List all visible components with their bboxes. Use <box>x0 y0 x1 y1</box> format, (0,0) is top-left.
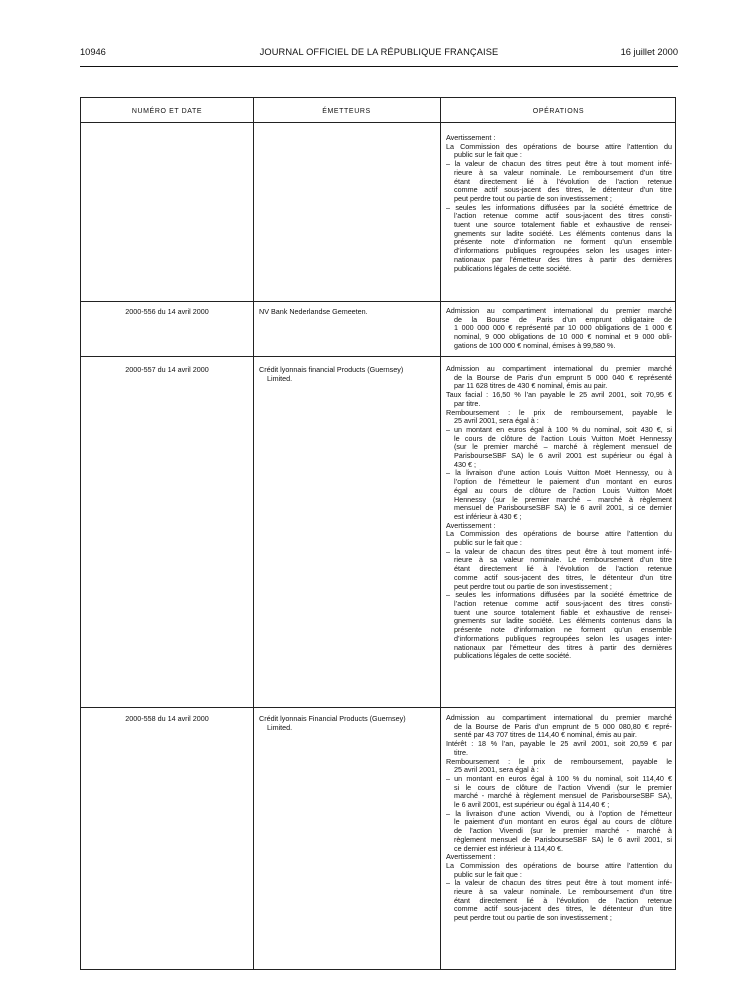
header-rule <box>80 66 678 67</box>
operation-text-line: rieure à sa valeur nominale. Le remboursement d’un titre <box>454 556 672 565</box>
operation-text-line: marché - marché à règlement mensuel de ParisbourseSBF SA), <box>454 792 672 801</box>
operation-text-line: si le cours de clôture de l’action Vivendi (sur le premier <box>454 783 672 792</box>
operation-text-line: senté par 43 707 titres de 114,40 € nominal, émis au pair. <box>454 731 637 740</box>
journal-title: JOURNAL OFFICIEL DE LA RÉPUBLIQUE FRANÇAISE <box>259 47 499 57</box>
operation-text-line: ce dernier est inférieur à 114,40 €. <box>454 844 563 853</box>
operation-text-line: Intérêt : 18 % l’an, payable le 25 avril 2001, soit 20,59 € par <box>446 740 672 749</box>
numero-date-cell: 2000-556 du 14 avril 2000 <box>125 307 209 316</box>
operation-text-line: ParisbourseSBF SA) le 6 avril 2001 est supérieur ou égal à <box>454 452 672 461</box>
operations-cell <box>446 307 672 351</box>
operation-text-line: Admission au compartiment international du premier marché <box>446 714 672 722</box>
operation-text-line: est inférieur à 430 € ; <box>454 512 522 521</box>
operation-text-line: – la valeur de chacun des titres peut être à tout moment infé- <box>446 160 672 169</box>
row-divider <box>81 707 675 708</box>
operation-text-line: – la livraison d’une action Louis Vuitton Moët Hennessy, ou à <box>446 469 672 478</box>
operation-text-line: Remboursement : le prix de remboursement, payable le <box>446 408 672 417</box>
page-header <box>80 47 678 61</box>
operation-text-line: de l’action Vivendi (sur le premier marché - marché à <box>454 827 672 836</box>
column-header-operations: OPÉRATIONS <box>532 108 585 115</box>
operation-text-line: l’action retenue comme actif sous-jacent des titres consti- <box>454 599 672 608</box>
operation-text-line: peut perdre tout ou partie de son investissement ; <box>454 582 612 591</box>
operation-text-line: le cours de clôture de l’action Louis Vuitton Moët Hennessy <box>454 434 672 443</box>
operation-text-line: – seules les informations diffusées par la société émettrice de <box>446 203 672 212</box>
operation-text-line: (sur le premier marché – marché à règlement mensuel de <box>454 443 672 452</box>
operation-text-line: gnements sur ladite société. Les éléments contenus dans la <box>454 229 672 238</box>
operation-text-line: de la Bourse de Paris d’un emprunt obligataire de <box>454 315 672 324</box>
operation-text-line: gnements sur ladite société. Les éléments contenus dans la <box>454 617 672 626</box>
operation-text-line: gations de 100 000 € nominal, émises à 99,580 %. <box>454 341 616 350</box>
operations-cell <box>446 134 672 273</box>
operations-cell <box>446 365 672 661</box>
emetteur-cell <box>259 365 435 383</box>
operation-text-line: le paiement d’un montant en euros égal au cours de clôture <box>454 818 672 827</box>
operation-text-line: 430 € ; <box>454 460 476 469</box>
numero-date-cell: 2000-557 du 14 avril 2000 <box>125 365 209 374</box>
operation-text-line: règlement mensuel de ParisbourseSBF SA) le 6 avril 2001, si <box>454 835 672 844</box>
operation-text-line: comme actif sous-jacent des titres, le détenteur d’un titre <box>454 573 672 582</box>
emetteur-line: Limited. <box>267 374 293 383</box>
operation-text-line: – un montant en euros égal à 100 % du nominal, soit 430 €, si <box>446 425 672 434</box>
operation-text-line: d’informations publiques regroupées selon les usages inter- <box>454 634 672 643</box>
operations-table <box>80 97 676 970</box>
issue-date: 16 juillet 2000 <box>620 47 678 57</box>
operation-text-line: La Commission des opérations de bourse attire l’attention du <box>446 530 672 539</box>
operation-text-line: 25 avril 2001, sera égal à : <box>454 417 539 426</box>
operation-text-line: Avertissement : <box>446 853 496 862</box>
column-header-numero: NUMÉRO ET DATE <box>131 108 203 115</box>
page-number: 10946 <box>80 47 106 57</box>
operations-cell <box>446 714 672 923</box>
operation-text-line: rieure à sa valeur nominale. Le remboursement d’un titre <box>454 888 672 897</box>
operation-text-line: Hennessy (sur le premier marché – marché à règlement <box>454 495 672 504</box>
operation-text-line: titre. <box>454 748 468 757</box>
operation-text-line: Avertissement : <box>446 521 496 530</box>
row-divider <box>81 356 675 357</box>
operation-text-line: Admission au compartiment international du premier marché <box>446 365 672 373</box>
operation-text-line: peut perdre tout ou partie de son investissement ; <box>454 914 612 923</box>
operation-text-line: peut perdre tout ou partie de son investissement ; <box>454 194 612 203</box>
header-row-divider <box>81 122 675 123</box>
operation-text-line: par 11 628 titres de 430 € nominal, émis au pair. <box>454 382 608 391</box>
operation-text-line: égal au cours de clôture de l’action Louis Vuitton Moët <box>454 486 672 495</box>
column-divider <box>440 98 441 969</box>
operation-text-line: de la Bourse de Paris d’un emprunt 5 000 040 € représenté <box>454 373 672 382</box>
operation-text-line: Admission au compartiment international du premier marché <box>446 307 672 315</box>
operation-text-line: rieure à sa valeur nominale. Le remboursement d’un titre <box>454 168 672 177</box>
operation-text-line: d’informations publiques regroupées selon les usages inter- <box>454 247 672 256</box>
operation-text-line: de la Bourse de Paris d’un emprunt de 5 000 080,80 € repré- <box>454 722 672 731</box>
operation-text-line: 25 avril 2001, sera égal à : <box>454 766 539 775</box>
operation-text-line: étant directement lié à l’évolution de l’action retenue <box>454 896 672 905</box>
operation-text-line: par titre. <box>454 399 481 408</box>
operation-text-line: nationaux par l’émetteur des titres à partir des dernières <box>454 643 672 652</box>
operation-text-line: 1 000 000 000 € représenté par 10 000 obligations de 1 000 € <box>454 324 672 333</box>
operation-text-line: tuent une source totalement fiable et exhaustive de rensei- <box>454 221 672 230</box>
emetteur-cell <box>259 307 435 316</box>
operation-text-line: – la valeur de chacun des titres peut être à tout moment infé- <box>446 879 672 888</box>
operation-text-line: nominal, 9 000 obligations de 10 000 € nominal et 9 000 obli- <box>454 333 672 342</box>
operation-text-line: public sur le fait que : <box>454 151 522 160</box>
operation-text-line: publications légales de cette société. <box>454 264 572 273</box>
operation-text-line: tuent une source totalement fiable et exhaustive de rensei- <box>454 608 672 617</box>
operation-text-line: public sur le fait que : <box>454 539 522 548</box>
operation-text-line: étant directement lié à l’évolution de l’action retenue <box>454 177 672 186</box>
operation-text-line: l’option de l’émetteur le paiement d’un montant en euros <box>454 478 672 487</box>
operation-text-line: – seules les informations diffusées par la société émettrice de <box>446 591 672 600</box>
emetteur-line: Limited. <box>267 723 293 732</box>
operation-text-line: Taux facial : 16,50 % l’an payable le 25 avril 2001, soit 70,95 € <box>446 391 672 400</box>
operation-text-line: le 6 avril 2001, est supérieur ou égal à 114,40 € ; <box>454 801 610 810</box>
operation-text-line: présente note d’information ne forment qu’un ensemble <box>454 626 672 635</box>
operation-text-line: l’action retenue comme actif sous-jacent des titres consti- <box>454 212 672 221</box>
operation-text-line: comme actif sous-jacent des titres, le détenteur d’un titre <box>454 186 672 195</box>
operation-text-line: La Commission des opérations de bourse attire l’attention du <box>446 861 672 870</box>
operation-text-line: comme actif sous-jacent des titres, le détenteur d’un titre <box>454 905 672 914</box>
emetteur-cell <box>259 714 435 732</box>
operation-text-line: Avertissement : <box>446 134 496 142</box>
operation-text-line: présente note d’information ne forment qu’un ensemble <box>454 238 672 247</box>
operation-text-line: – la valeur de chacun des titres peut être à tout moment infé- <box>446 547 672 556</box>
emetteur-line: Crédit lyonnais Financial Products (Guernsey) <box>259 714 406 723</box>
operation-text-line: public sur le fait que : <box>454 870 522 879</box>
operation-text-line: publications légales de cette société. <box>454 652 572 661</box>
emetteur-line: NV Bank Nederlandse Gemeeten. <box>259 307 368 316</box>
operation-text-line: Remboursement : le prix de remboursement, payable le <box>446 757 672 766</box>
row-divider <box>81 301 675 302</box>
operation-text-line: – la livraison d’une action Vivendi, ou à l’option de l’émetteur <box>446 809 672 818</box>
operation-text-line: La Commission des opérations de bourse attire l’attention du <box>446 142 672 151</box>
operation-text-line: – un montant en euros égal à 100 % du nominal, soit 114,40 € <box>446 774 672 783</box>
emetteur-line: Crédit lyonnais financial Products (Guernsey) <box>259 365 404 374</box>
operation-text-line: nationaux par l’émetteur des titres à partir des dernières <box>454 255 672 264</box>
column-header-emetteurs: ÉMETTEURS <box>322 108 371 115</box>
column-divider <box>253 98 254 969</box>
operation-text-line: mensuel de ParisbourseSBF SA) le 6 avril 2001, si ce dernier <box>454 504 672 513</box>
numero-date-cell: 2000-558 du 14 avril 2000 <box>125 714 209 723</box>
operation-text-line: étant directement lié à l’évolution de l’action retenue <box>454 565 672 574</box>
